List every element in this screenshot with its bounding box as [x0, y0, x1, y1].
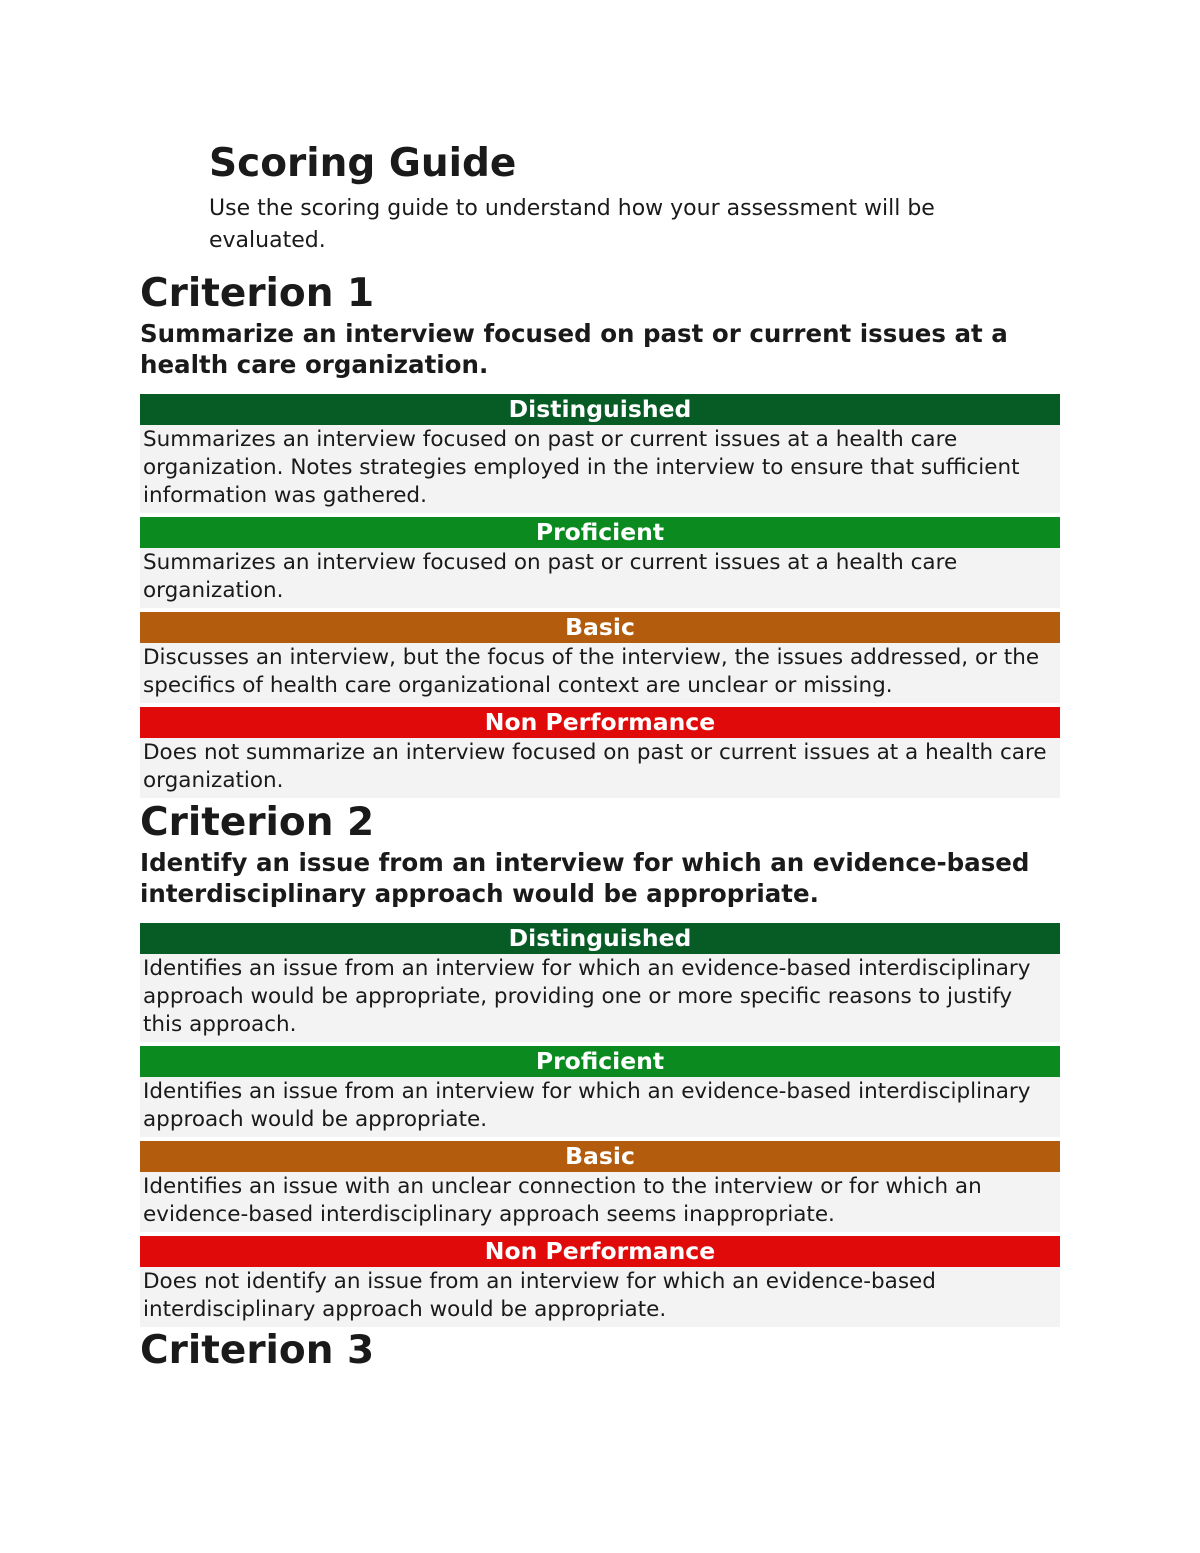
level-proficient-header: Proficient — [140, 1046, 1060, 1077]
level-distinguished-header: Distinguished — [140, 394, 1060, 425]
level-proficient-description: Summarizes an interview focused on past or current issues at a health care organization. — [140, 548, 1060, 608]
level-basic-header: Basic — [140, 612, 1060, 643]
level-basic-description: Identifies an issue with an unclear connection to the interview or for which an evidence-based interdisciplinary approach seems inappropriate. — [140, 1172, 1060, 1232]
page-intro: Use the scoring guide to understand how your assessment will be evaluated. — [209, 196, 935, 253]
level-non-performance-description: Does not summarize an interview focused on past or current issues at a health care organization. — [140, 738, 1060, 798]
rubric-table — [140, 923, 1060, 1327]
level-distinguished-description: Summarizes an interview focused on past or current issues at a health care organization. Notes strategies employed in the interview to ensure that sufficient information was gathered. — [140, 425, 1060, 513]
level-basic-header: Basic — [140, 1141, 1060, 1172]
criterion-heading: Criterion 3 — [140, 1328, 375, 1373]
level-non-performance-header: Non Performance — [140, 707, 1060, 738]
criterion-objective: Summarize an interview focused on past or current issues at a health care organization. — [140, 319, 1008, 379]
level-non-performance-header: Non Performance — [140, 1236, 1060, 1267]
criterion-objective: Identify an issue from an interview for which an evidence-based interdisciplinary approach would be appropriate. — [140, 848, 1030, 908]
rubric-table — [140, 394, 1060, 798]
level-basic-description: Discusses an interview, but the focus of the interview, the issues addressed, or the specifics of health care organizational context are unclear or missing. — [140, 643, 1060, 703]
page-title: Scoring Guide — [209, 141, 517, 186]
level-non-performance-description: Does not identify an issue from an interview for which an evidence-based interdisciplinary approach would be appropriate. — [140, 1267, 1060, 1327]
criterion-2-section — [140, 799, 1060, 1331]
level-proficient-header: Proficient — [140, 517, 1060, 548]
level-distinguished-description: Identifies an issue from an interview for which an evidence-based interdisciplinary approach would be appropriate, providing one or more specific reasons to justify this approach. — [140, 954, 1060, 1042]
criterion-heading: Criterion 2 — [140, 800, 375, 845]
criterion-heading: Criterion 1 — [140, 271, 375, 316]
level-proficient-description: Identifies an issue from an interview for which an evidence-based interdisciplinary approach would be appropriate. — [140, 1077, 1060, 1137]
criterion-1-section — [140, 270, 1060, 802]
level-distinguished-header: Distinguished — [140, 923, 1060, 954]
criterion-3-section — [140, 1327, 1060, 1375]
